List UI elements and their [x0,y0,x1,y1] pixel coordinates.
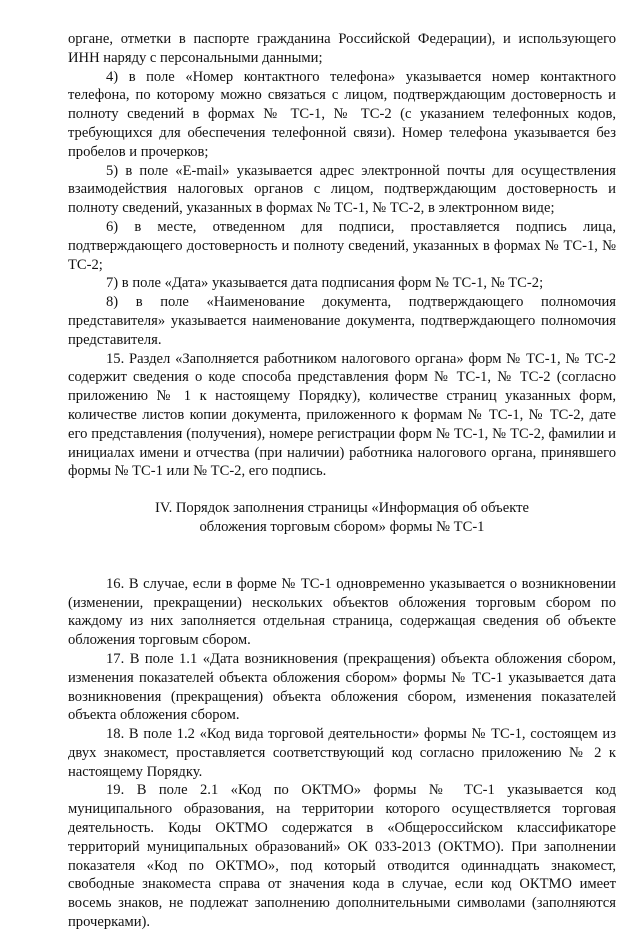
paragraph-continuation: органе, отметки в паспорте гражданина Российской Федерации), и использующего ИНН наряду с персональными данными; [68,31,616,66]
paragraph-17: 17. В поле 1.1 «Дата возникновения (прекращения) объекта обложения сбором, изменения показателей объекта обложения сбором» формы № ТС-1 указывается дата возникновения (прекращения) объекта обложения сбором, изменения показателей объекта обложения сбором. [68,650,616,724]
paragraph-item-8: 8) в поле «Наименование документа, подтверждающего полномочия представителя» указывается наименование документа, подтверждающего полномочия представителя. [68,294,616,348]
paragraph-item-5: 5) в поле «E-mail» указывается адрес электронной почты для осуществления взаимодействия налоговых органов с лицом, подтверждающим достоверность и полноту сведений, указанных в формах № ТС-1, № ТС-2, в электронном виде; [68,162,616,217]
paragraph-15: 15. Раздел «Заполняется работником налогового органа» форм № ТС-1, № ТС-2 содержит сведения о коде способа представления форм № ТС-1, № ТС-2 (согласно приложению № 1 к настоящему Порядку), количестве страниц указанных форм, количестве листов копии документа, приложенного к формам № ТС-1, № ТС-2, дате его представления (получения), номере регистрации форм № ТС-1, № ТС-2, фамилии и инициалах имени и отчества (при наличии) работника налогового органа, принявшего формы № ТС-1 или № ТС-2, его подпись. [68,350,616,480]
paragraph-16: 16. В случае, если в форме № ТС-1 одновременно указывается о возникновении (изменении, прекращении) нескольких объектов обложения торговым сбором по каждому из них заполняется отдельная страница, содержащая сведения об объекте обложения торговым сбором. [68,575,616,649]
paragraph-item-6: 6) в месте, отведенном для подписи, проставляется подпись лица, подтверждающего достоверность и полноту сведений, указанных в формах № ТС-1, № ТС-2; [68,218,616,273]
paragraph-18: 18. В поле 1.2 «Код вида торговой деятельности» формы № ТС-1, состоящем из двух знакомест, проставляется соответствующий код согласно приложению № 2 к настоящему Порядку. [68,726,616,780]
document-page [68,30,616,932]
section-heading: IV. Порядок заполнения страницы «Информация об объекте обложения торговым сбором» формы № ТС-1 [155,500,529,535]
paragraph-item-4: 4) в поле «Номер контактного телефона» указывается номер контактного телефона, по которому можно связаться с лицом, подтверждающим достоверность и полноту сведений в формах № ТС-1, № ТС-2 (с указанием телефонных кодов, требующихся для обеспечения телефонной связи). Номер телефона указывается без пробелов и прочерков; [68,68,616,160]
paragraph-item-7: 7) в поле «Дата» указывается дата подписания форм № ТС-1, № ТС-2; [106,275,544,292]
paragraph-19: 19. В поле 2.1 «Код по ОКТМО» формы № ТС-1 указывается код муниципального образования, на территории которого осуществляется торговая деятельность. Коды ОКТМО содержатся в «Общероссийском классификаторе территорий муниципальных образований» ОК 033-2013 (ОКТМО). При заполнении показателя «Код по ОКТМО», под который отводится одиннадцать знакомест, свободные знакоместа справа от значения кода в случае, если код ОКТМО имеет восемь знаков, не подлежат заполнению дополнительными символами (заполняются прочерками). [68,782,616,931]
